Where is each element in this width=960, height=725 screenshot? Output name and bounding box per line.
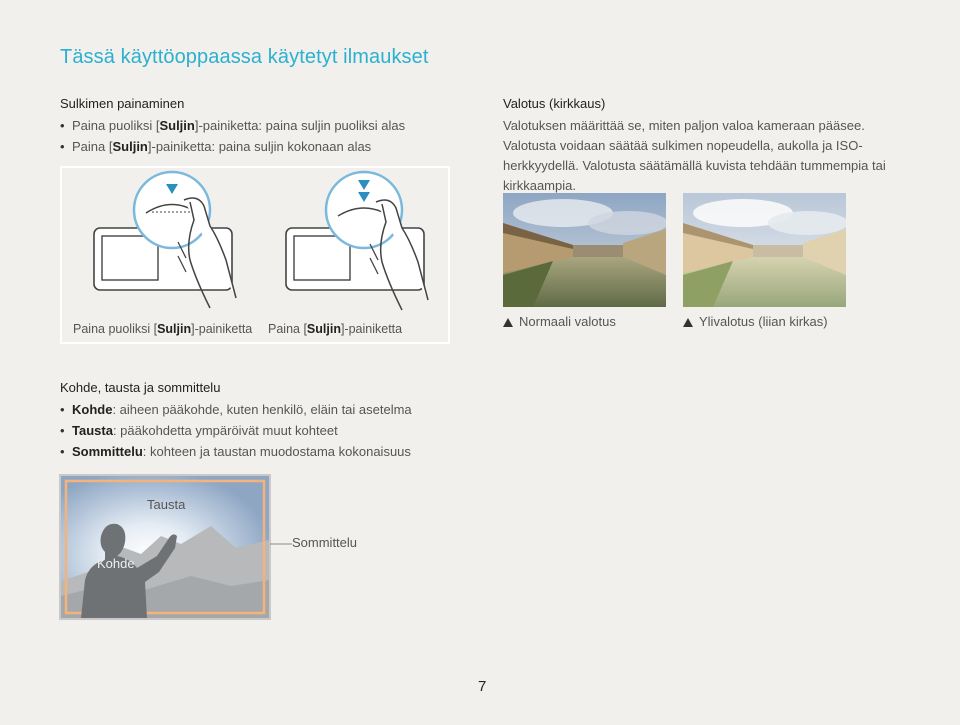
caption-normal-exposure: Normaali valotus	[503, 314, 616, 329]
exposure-heading: Valotus (kirkkaus)	[503, 96, 606, 111]
label-tausta: Tausta	[147, 497, 186, 512]
sommittelu-pointer-line	[270, 540, 292, 548]
subject-bullet-tausta: • Tausta: pääkohdetta ympäröivät muut kohteet	[60, 420, 412, 441]
label-sommittelu: Sommittelu	[292, 535, 358, 550]
label-kohde: Kohde	[97, 556, 135, 571]
page-number: 7	[478, 678, 487, 695]
subject-bullets	[60, 399, 412, 462]
shutter-illustration-box	[60, 166, 450, 344]
camera-full-press-illustration	[278, 168, 438, 318]
camera-half-press-illustration	[86, 168, 246, 318]
subject-heading: Kohde, tausta ja sommittelu	[60, 380, 221, 395]
shutter-bullets	[60, 115, 405, 157]
caption-half-press: Paina puoliksi [Suljin]-painiketta	[73, 322, 253, 336]
composition-illustration	[59, 474, 271, 620]
triangle-icon	[683, 318, 693, 327]
photo-overexposed	[683, 193, 846, 307]
page-title: Tässä käyttöoppaassa käytetyt ilmaukset	[60, 46, 429, 68]
exposure-description: Valotuksen määrittää se, miten paljon valoa kameraan pääsee. Valotusta voidaan säätää sulkimen nopeudella, aukolla ja ISO-herkkyydellä. Valotusta säätämällä kuvista tehdään tummempia tai kirkkaampia.	[503, 118, 886, 193]
shutter-heading: Sulkimen painaminen	[60, 96, 185, 111]
caption-full-press: Paina [Suljin]-painiketta	[268, 322, 403, 336]
subject-bullet-kohde: • Kohde: aiheen pääkohde, kuten henkilö, eläin tai asetelma	[60, 399, 412, 420]
triangle-icon	[503, 318, 513, 327]
photo-normal-exposure	[503, 193, 666, 307]
shutter-bullet-full: • Paina [Suljin]-painiketta: paina suljin kokonaan alas	[60, 136, 405, 157]
shutter-bullet-half: • Paina puoliksi [Suljin]-painiketta: paina suljin puoliksi alas	[60, 115, 405, 136]
subject-bullet-sommittelu: • Sommittelu: kohteen ja taustan muodostama kokonaisuus	[60, 441, 412, 462]
caption-overexposure: Ylivalotus (liian kirkas)	[683, 314, 828, 329]
